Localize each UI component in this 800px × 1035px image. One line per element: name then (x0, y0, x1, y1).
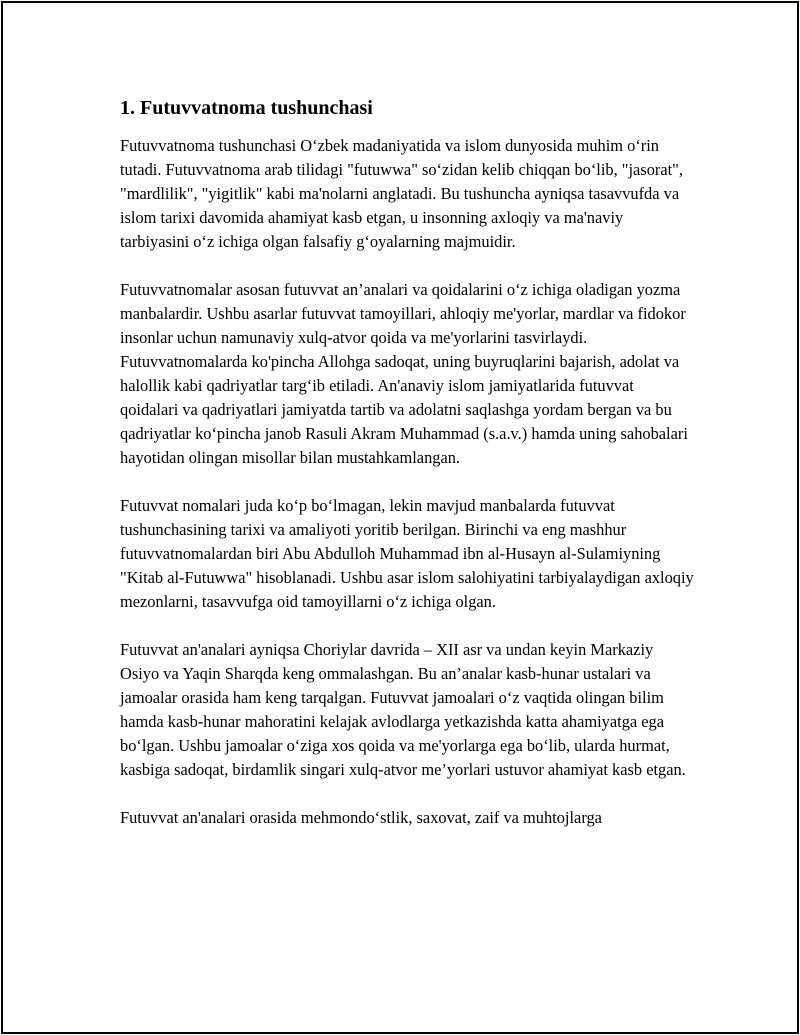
document-body (120, 95, 694, 830)
paragraph-1: Futuvvatnoma tushunchasi O‘zbek madaniyatida va islom dunyosida muhim o‘rin tutadi. Futuvvatnoma arab tilidagi "futuwwa" so‘zidan kelib chiqqan bo‘lib, "jasorat", "mardlilik", "yigitlik" kabi ma'nolarni anglatadi. Bu tushuncha ayniqsa tasavvufda va islom tarixi davomida ahamiyat kasb etgan, u insonning axloqiy va ma'naviy tarbiyasini o‘z ichiga olgan falsafiy g‘oyalarning majmuidir. (120, 136, 683, 251)
section-heading: 1. Futuvvatnoma tushunchasi (120, 97, 373, 119)
paragraph-3: Futuvvat nomalari juda ko‘p bo‘lmagan, lekin mavjud manbalarda futuvvat tushunchasining tarixi va amaliyoti yoritib berilgan. Birinchi va eng mashhur futuvvatnomalardan biri Abu Abdulloh Muhammad ibn al-Husayn al-Sulamiyning "Kitab al-Futuwwa" hisoblanadi. Ushbu asar islom salohiyatini tarbiyalaydigan axloqiy mezonlarni, tasavvufga oid tamoyillarni o‘z ichiga olgan. (120, 496, 694, 611)
paragraph-5: Futuvvat an'analari orasida mehmondo‘stlik, saxovat, zaif va muhtojlarga (120, 808, 602, 827)
paragraph-4: Futuvvat an'analari ayniqsa Choriylar davrida – XII asr va undan keyin Markaziy Osiyo va Yaqin Sharqda keng ommalashgan. Bu an’analar kasb-hunar ustalari va jamoalar orasida ham keng tarqalgan. Futuvvat jamoalari o‘z vaqtida olingan bilim hamda kasb-hunar mahoratini kelajak avlodlarga yetkazishda katta ahamiyatga ega bo‘lgan. Ushbu jamoalar o‘ziga xos qoida va me'yorlarga ega bo‘lib, ularda hurmat, kasbiga sadoqat, birdamlik singari xulq-atvor me’yorlari ustuvor ahamiyat kasb etgan. (120, 640, 686, 779)
document-page (1, 1, 799, 1034)
paragraph-2: Futuvvatnomalar asosan futuvvat an’analari va qoidalarini o‘z ichiga oladigan yozma manbalardir. Ushbu asarlar futuvvat tamoyillari, ahloqiy me'yorlar, mardlar va fidokor insonlar uchun namunaviy xulq-atvor qoida va me'yorlarini tasvirlaydi. Futuvvatnomalarda ko'pincha Allohga sadoqat, uning buyruqlarini bajarish, adolat va halollik kabi qadriyatlar targ‘ib etiladi. An'anaviy islom jamiyatlarida futuvvat qoidalari va qadriyatlari jamiyatda tartib va adolatni saqlashga yordam bergan va bu qadriyatlar ko‘pincha janob Rasuli Akram Muhammad (s.a.v.) hamda uning sahobalari hayotidan olingan misollar bilan mustahkamlangan. (120, 280, 688, 467)
